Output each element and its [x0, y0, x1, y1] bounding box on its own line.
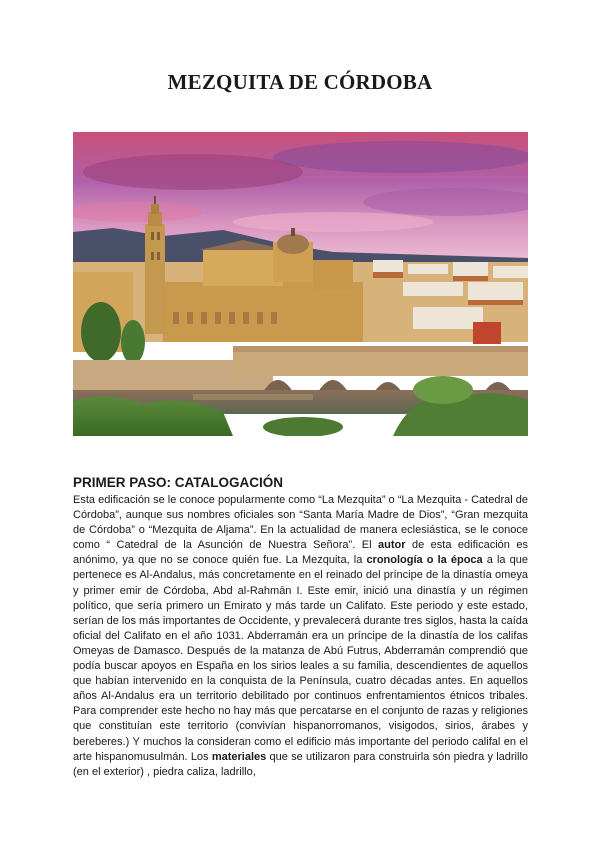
page-title: MEZQUITA DE CÓRDOBA — [167, 70, 433, 94]
body-paragraph — [73, 493, 528, 780]
paragraph-text-2: de esta edificación es anónimo, ya que no se conoce quién fue. La Mezquita, la — [73, 539, 528, 567]
bold-term-materiales: materiales — [211, 750, 267, 763]
mezquita-photo — [73, 132, 528, 436]
section-heading: PRIMER PASO: CATALOGACIÓN — [73, 475, 283, 490]
bold-term-autor: autor — [377, 539, 406, 552]
paragraph-text-3: a la que pertenece es Al-Andalus, más concretamente en el reinado del príncipe de la dinastía omeya y primer emir de Córdoba, Abd al-Rahmān I. Este emir, inició una dinastía y un régimen político, que sería primero un Emirato y más tarde un Califato. Este periodo y este estado, serían de los más importantes de Occidente, y prevalecerá durante tres siglos, hasta la caída oficial del Califato en el año 1031. Abderramán era un príncipe de la dinastía de los califas Omeyas de Damasco. Después de la matanza de Abú Futrus, Abderramán comprendió que podía buscar apoyos en España en los sirios leales a su familia, descendientes de aquellos que habían intervenido en la conquista de la Península, cuatro décadas antes. En aquellos años Al-Andalus era un territorio debilitado por continuos enfrentamientos étnicos tribales. Para comprender este hecho no hay más que percatarse en el conjunto de razas y religiones que constituían este territorio (convivían hispanorromanos, visigodos, sirios, árabes y bereberes.) Y muchos la consideran como el edificio más importante del periodo califal en el arte hispanomusulmán. Los — [73, 554, 528, 763]
bold-term-cronologia: cronología o la época — [366, 554, 483, 567]
paragraph-text-4: que se utilizaron para construirla són piedra y ladrillo (en el exterior) , piedra caliza, ladrillo, — [73, 750, 529, 778]
paragraph-text-1: Esta edificación se le conoce popularmente como “La Mezquita” o “La Mezquita - Catedral de Córdoba”, aunque sus nombres oficiales son “Santa María Madre de Dios”, “Gran mezquita de Córdoba” o “Mezquita de Aljama”. En la actualidad de manera eclesiástica, se le conoce como “ Catedral de la Asunción de Nuestra Señora”. El — [73, 494, 528, 552]
